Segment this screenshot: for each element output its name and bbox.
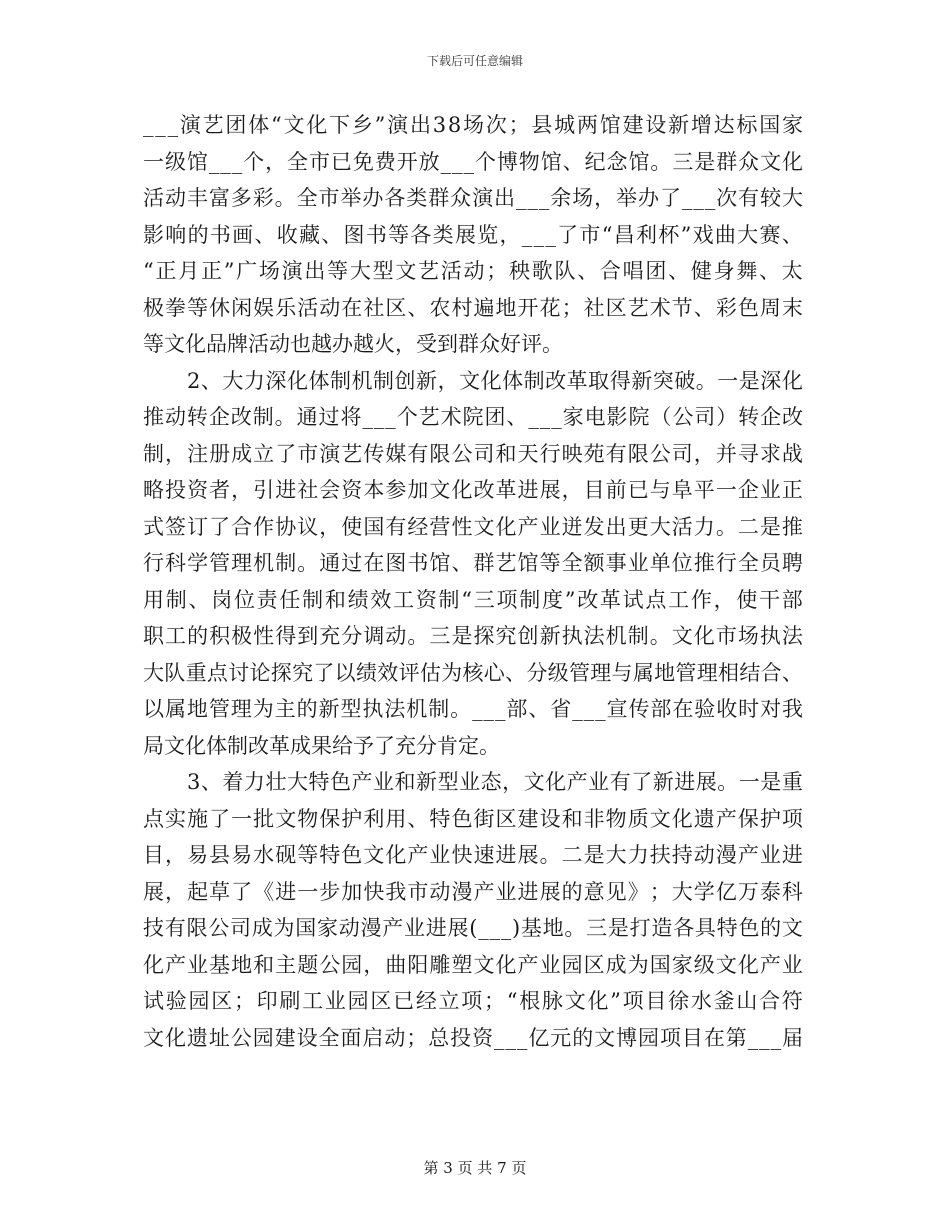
text-line: 大 队 重 点 讨 论 探 究 了 以 绩 效 评 估 为 核 心 、 分 级 管 理 与 属 地 管 理 相 结 合 、 [143,660,803,685]
text-line: 职 工 的 积 极 性 得 到 充 分 调 动 。 三 是 探 究 创 新 执 法 机 制 。 文 化 市 场 执 法 [143,624,803,648]
text-line: 目 ， 易 县 易 水 砚 等 特 色 文 化 产 业 快 速 进 展 。 二 是 大 力 扶 持 动 漫 产 业 进 [143,843,803,867]
text-line: 化 产 业 基 地 和 主 题 公 园 ， 曲 阳 雕 塑 文 化 产 业 园 区 成 为 国 家 级 文 化 产 业 [143,952,803,977]
text-line: 3 、 着 力 壮 大 特 色 产 业 和 新 型 业 态 ， 文 化 产 业 有 了 新 进 展 。 一 是 重 [187,770,803,794]
text-line: 技 有 限 公 司 成 为 国 家 动 漫 产 业 进 展 ( _ _ _ ) 基 地 。 三 是 打 造 各 具 特 色 的 文 [143,916,803,940]
text-line: 极 拳 等 休 闲 娱 乐 活 动 在 社 区 、 农 村 遍 地 开 花 ； 社 区 艺 术 节 、 彩 色 周 末 [143,295,803,320]
text-line: 行 科 学 管 理 机 制 。 通 过 在 图 书 馆 、 群 艺 馆 等 全 额 事 业 单 位 推 行 全 员 聘 [143,551,803,575]
text-line: 活 动 丰 富 多 彩 。 全 市 举 办 各 类 群 众 演 出 _ _ _ 余 场 ， 举 办 了 _ _ _ 次 有 较 大 [143,186,803,210]
text-line: 式 签 订 了 合 作 协 议 ， 使 国 有 经 营 性 文 化 产 业 迸 发 出 更 大 活 力 。 二 是 推 [143,514,803,539]
text-line: 文 化 遗 址 公 园 建 设 全 面 启 动 ； 总 投 资 _ _ _ 亿 元 的 文 博 园 项 目 在 第 _ _ _ 届 [143,1025,803,1050]
text-line: 用 制 、 岗 位 责 任 制 和 绩 效 工 资 制 “ 三 项 制 度 ” 改 革 试 点 工 作 ， 使 干 部 [143,587,803,612]
text-line: 试 验 园 区 ； 印 刷 工 业 园 区 已 经 立 项 ； “ 根 脉 文 化 ” 项 目 徐 水 釜 山 合 符 [143,989,803,1013]
text-line: 2 、 大 力 深 化 体 制 机 制 创 新 ， 文 化 体 制 改 革 取 得 新 突 破 。 一 是 深 化 [187,368,803,393]
page-number-footer: 第 3 页 共 7 页 [423,1159,527,1177]
text-line: _ _ _ 演 艺 团 体 “ 文 化 下 乡 ” 演 出 3 8 场 次 ； 县 城 两 馆 建 设 新 增 达 标 国 家 [143,113,803,137]
text-line: 展 ， 起 草 了 《 进 一 步 加 快 我 市 动 漫 产 业 进 展 的 意 见 》 ； 大 学 亿 万 泰 科 [143,879,803,904]
text-line: 局文化体制改革成果给予了充分肯定。 [143,733,500,758]
text-line: 影 响 的 书 画 、 收 藏 、 图 书 等 各 类 展 览 ， _ _ _ 了 市 “ 昌 利 杯 ” 戏 曲 大 赛 、 [143,222,803,247]
text-line: 推 动 转 企 改 制 。 通 过 将 _ _ _ 个 艺 术 院 团 、 _ _ _ 家 电 影 院 （ 公 司 ） 转 企 改 [143,405,803,429]
text-line: 点 实 施 了 一 批 文 物 保 护 利 用 、 特 色 街 区 建 设 和 非 物 质 文 化 遗 产 保 护 项 [143,806,803,831]
text-line: “ 正 月 正 ” 广 场 演 出 等 大 型 文 艺 活 动 ； 秧 歌 队 、 合 唱 团 、 健 身 舞 、 太 [143,259,803,283]
text-line: 略 投 资 者 ， 引 进 社 会 资 本 参 加 文 化 改 革 进 展 ， 目 前 已 与 阜 平 一 企 业 正 [143,478,803,502]
text-line: 制 ， 注 册 成 立 了 市 演 艺 传 媒 有 限 公 司 和 天 行 映 苑 有 限 公 司 ， 并 寻 求 战 [143,441,803,466]
document-body [143,107,803,1056]
text-line: 以 属 地 管 理 为 主 的 新 型 执 法 机 制 。 _ _ _ 部 、 省 _ _ _ 宣 传 部 在 验 收 时 对 我 [143,697,803,721]
text-line: 一 级 馆 _ _ _ 个 ， 全 市 已 免 费 开 放 _ _ _ 个 博 物 馆 、 纪 念 馆 。 三 是 群 众 文 化 [143,149,803,174]
page-header: 下载后可任意编辑 [426,54,523,68]
text-line: 等文化品牌活动也越办越火，受到群众好评。 [143,332,563,356]
